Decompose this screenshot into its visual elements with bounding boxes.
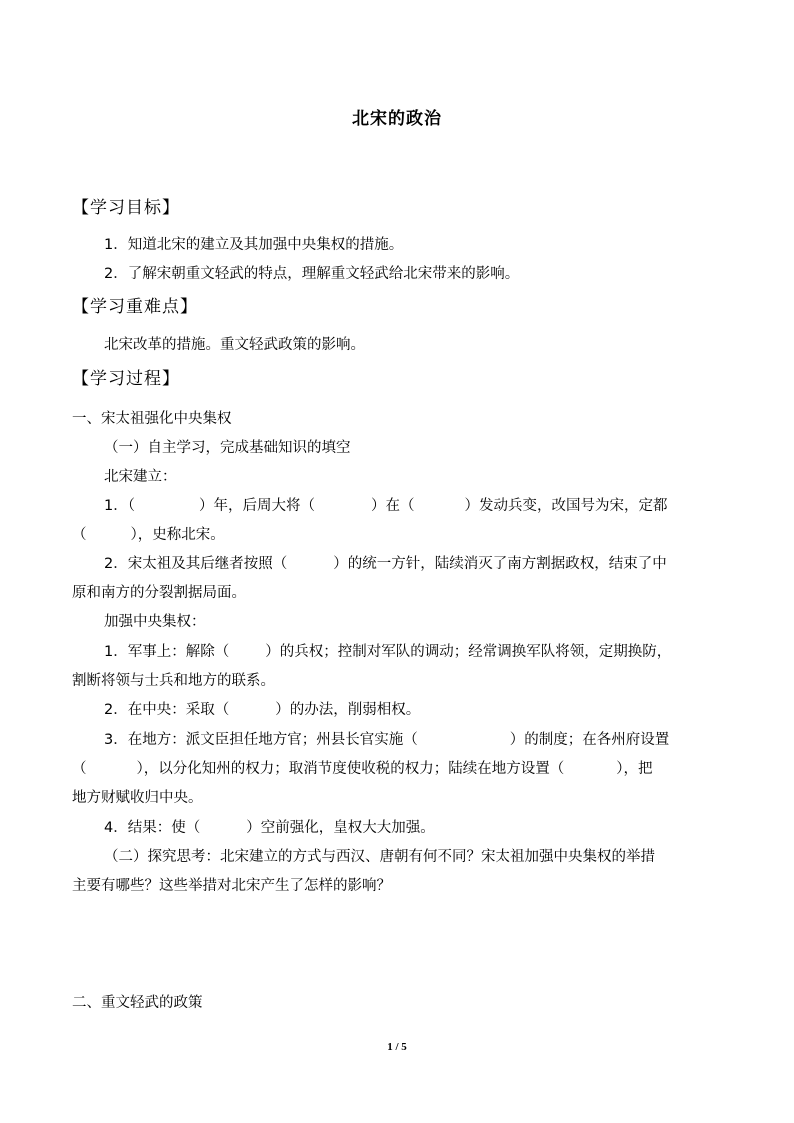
learning-process-heading: 【学习过程】 xyxy=(72,369,180,389)
central-item-2 xyxy=(104,698,420,719)
self-study-subheading: （一）自主学习，完成基础知识的填空 xyxy=(104,440,351,456)
fill-text: ），以分化知州的权力；取消节度使收税的权力；陆续在地方设置（ xyxy=(136,761,565,777)
learning-goals-heading: 【学习目标】 xyxy=(72,198,180,218)
goal-item-2: 2．了解宋朝重文轻武的特点，理解重文轻武给北宋带来的影响。 xyxy=(104,266,520,282)
central-item-4 xyxy=(104,816,435,837)
fill-text: ）的兵权；控制对军队的调动；经常调换军队将领，定期换防， xyxy=(265,644,672,660)
fill-text: ），史称北宋。 xyxy=(130,527,225,543)
fill-text: 2．宋太祖及其后继者按照（ xyxy=(104,556,288,572)
founding-label: 北宋建立： xyxy=(104,469,177,485)
fill-text: ）在（ xyxy=(370,498,415,514)
fill-text: ）的制度；在各州府设置 xyxy=(509,732,670,748)
part-one-title: 一、宋太祖强化中央集权 xyxy=(72,411,232,427)
fill-text: ）发动兵变，改国号为宋，定都 xyxy=(464,498,668,514)
page-title: 北宋的政治 xyxy=(352,109,442,129)
part-two-title: 二、重文轻武的政策 xyxy=(72,995,203,1011)
central-item-3-line-1 xyxy=(104,728,669,749)
fill-item-2-line-1 xyxy=(104,552,667,573)
fill-text: ）年，后周大将（ xyxy=(198,498,315,514)
fill-text: 2．在中央：采取（ xyxy=(104,702,230,718)
goal-item-1: 1．知道北宋的建立及其加强中央集权的措施。 xyxy=(104,237,404,253)
inquiry-question-line-2: 主要有哪些？这些举措对北宋产生了怎样的影响？ xyxy=(72,878,391,894)
fill-item-1-line-2 xyxy=(72,523,225,544)
fill-text: （ xyxy=(72,761,87,777)
central-power-label: 加强中央集权： xyxy=(104,614,206,630)
fill-text: ）空前强化，皇权大大加强。 xyxy=(246,820,435,836)
central-item-3-line-2 xyxy=(72,757,653,778)
inquiry-question-line-1: （二）探究思考：北宋建立的方式与西汉、唐朝有何不同？宋太祖加强中央集权的举措 xyxy=(104,849,655,865)
key-points-heading: 【学习重难点】 xyxy=(72,297,198,317)
fill-text: （ xyxy=(72,527,87,543)
central-item-3-line-3: 地方财赋收归中央。 xyxy=(72,790,203,806)
central-item-1-line-2: 割断将领与士兵和地方的联系。 xyxy=(72,673,275,689)
fill-text: 1．（ xyxy=(104,498,135,514)
key-points-text: 北宋改革的措施。重文轻武政策的影响。 xyxy=(104,337,365,353)
fill-text: 3．在地方：派文臣担任地方官；州县长官实施（ xyxy=(104,732,418,748)
fill-item-1-line-1 xyxy=(104,494,667,515)
fill-text: 4．结果：使（ xyxy=(104,820,201,836)
fill-item-2-line-2: 原和南方的分裂割据局面。 xyxy=(72,585,246,601)
central-item-1-line-1 xyxy=(104,640,671,661)
fill-text: ）的统一方针，陆续消灭了南方割据政权，结束了中 xyxy=(333,556,667,572)
fill-text: ）的办法，削弱相权。 xyxy=(275,702,421,718)
fill-text: 1．军事上：解除（ xyxy=(104,644,230,660)
page-number: 1 / 5 xyxy=(387,1041,407,1053)
fill-text: ），把 xyxy=(616,761,653,777)
